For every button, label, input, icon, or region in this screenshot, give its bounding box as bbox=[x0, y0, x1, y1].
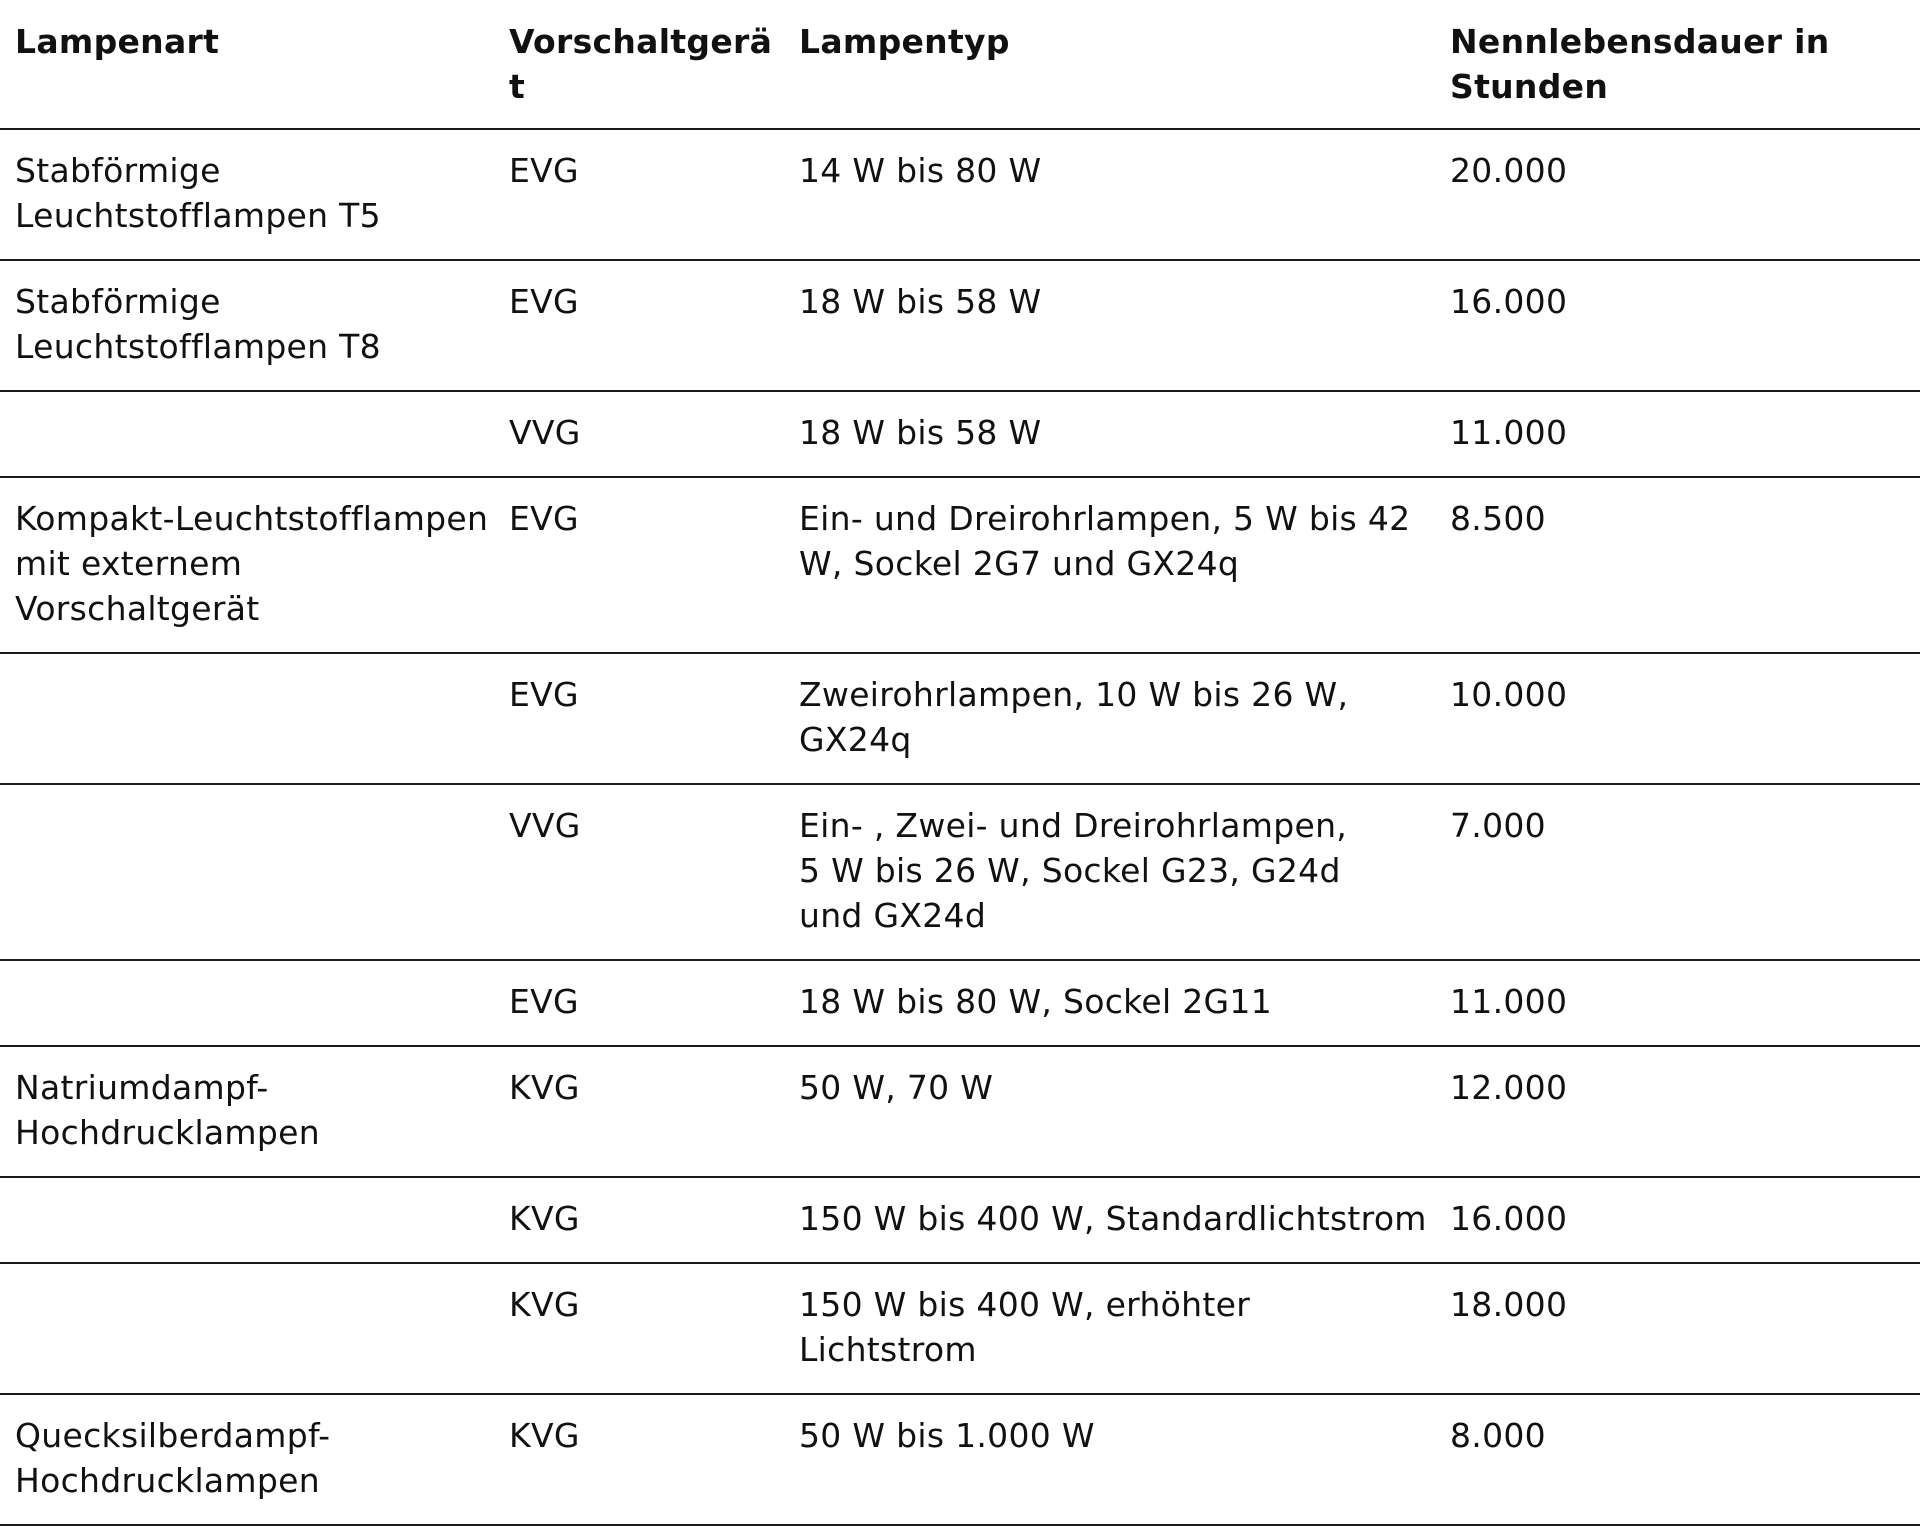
cell-vorschaltgeraet: KVG bbox=[497, 1177, 785, 1263]
cell-vorschaltgeraet: EVG bbox=[497, 260, 785, 391]
cell-vorschaltgeraet: KVG bbox=[497, 1046, 785, 1177]
table-row bbox=[0, 1177, 1920, 1263]
cell-nennlebensdauer: 10.000 bbox=[1435, 653, 1920, 784]
cell-lampenart: Quecksilberdampf-Hochdrucklampen bbox=[0, 1394, 497, 1525]
lampentyp-line: 18 W bis 58 W bbox=[799, 413, 1042, 452]
lampentyp-line: 18 W bis 80 W, Sockel 2G11 bbox=[799, 982, 1273, 1021]
cell-lampentyp bbox=[785, 1263, 1435, 1394]
cell-lampenart bbox=[0, 960, 497, 1046]
cell-nennlebensdauer: 11.000 bbox=[1435, 391, 1920, 477]
cell-lampenart: Stabförmige Leuchtstofflampen T8 bbox=[0, 260, 497, 391]
cell-vorschaltgeraet: EVG bbox=[497, 960, 785, 1046]
cell-lampentyp bbox=[785, 129, 1435, 260]
cell-vorschaltgeraet: EVG bbox=[497, 653, 785, 784]
cell-lampentyp bbox=[785, 1046, 1435, 1177]
cell-lampentyp bbox=[785, 960, 1435, 1046]
header-lampentyp: Lampentyp bbox=[785, 0, 1435, 129]
cell-lampentyp bbox=[785, 1177, 1435, 1263]
cell-lampenart: Stabförmige Leuchtstofflampen T5 bbox=[0, 129, 497, 260]
cell-lampenart bbox=[0, 653, 497, 784]
cell-lampentyp bbox=[785, 391, 1435, 477]
cell-nennlebensdauer: 8.000 bbox=[1435, 1394, 1920, 1525]
lampentyp-line: Ein- und Dreirohrlampen, 5 W bis 42 W, Sockel 2G7 und GX24q bbox=[799, 499, 1411, 583]
lampentyp-line: Zweirohrlampen, 10 W bis 26 W, GX24q bbox=[799, 675, 1349, 759]
header-vorschaltgeraet: Vorschaltgerät bbox=[497, 0, 785, 129]
cell-nennlebensdauer: 16.000 bbox=[1435, 260, 1920, 391]
cell-nennlebensdauer: 11.000 bbox=[1435, 960, 1920, 1046]
cell-nennlebensdauer: 16.000 bbox=[1435, 1177, 1920, 1263]
header-nennlebensdauer: Nennlebensdauer in Stunden bbox=[1435, 0, 1920, 129]
cell-vorschaltgeraet: EVG bbox=[497, 477, 785, 653]
lampentyp-line: 5 W bis 26 W, Sockel G23, G24d bbox=[799, 851, 1341, 890]
cell-lampenart: Natriumdampf-Hochdrucklampen bbox=[0, 1046, 497, 1177]
lampentyp-line: 18 W bis 58 W bbox=[799, 282, 1042, 321]
cell-vorschaltgeraet: KVG bbox=[497, 1263, 785, 1394]
cell-lampentyp bbox=[785, 784, 1435, 960]
table-row bbox=[0, 1263, 1920, 1394]
table-row bbox=[0, 477, 1920, 653]
cell-lampenart bbox=[0, 784, 497, 960]
lampentyp-line: 50 W, 70 W bbox=[799, 1068, 994, 1107]
lampentyp-line: und GX24d bbox=[799, 896, 987, 935]
table-row bbox=[0, 653, 1920, 784]
cell-lampenart bbox=[0, 1177, 497, 1263]
cell-nennlebensdauer: 8.500 bbox=[1435, 477, 1920, 653]
table-row bbox=[0, 260, 1920, 391]
cell-nennlebensdauer: 7.000 bbox=[1435, 784, 1920, 960]
lampentyp-line: 150 W bis 400 W, Standardlichtstrom bbox=[799, 1199, 1427, 1238]
cell-lampentyp bbox=[785, 477, 1435, 653]
cell-lampentyp bbox=[785, 653, 1435, 784]
table-row bbox=[0, 391, 1920, 477]
cell-vorschaltgeraet: VVG bbox=[497, 391, 785, 477]
table-header bbox=[0, 0, 1920, 129]
table-row bbox=[0, 1046, 1920, 1177]
lampentyp-line: 50 W bis 1.000 W bbox=[799, 1416, 1095, 1455]
lampentyp-line: 14 W bis 80 W bbox=[799, 151, 1042, 190]
cell-vorschaltgeraet: VVG bbox=[497, 784, 785, 960]
lampentyp-line: Ein- , Zwei- und Dreirohrlampen, bbox=[799, 806, 1348, 845]
cell-vorschaltgeraet: EVG bbox=[497, 129, 785, 260]
cell-nennlebensdauer: 18.000 bbox=[1435, 1263, 1920, 1394]
table-row bbox=[0, 1394, 1920, 1525]
table-row bbox=[0, 784, 1920, 960]
cell-lampentyp bbox=[785, 1394, 1435, 1525]
header-row bbox=[0, 0, 1920, 129]
cell-lampenart bbox=[0, 1263, 497, 1394]
cell-nennlebensdauer: 20.000 bbox=[1435, 129, 1920, 260]
cell-vorschaltgeraet: KVG bbox=[497, 1394, 785, 1525]
cell-lampenart: Kompakt-Leuchtstofflampen mit externem Vorschaltgerät bbox=[0, 477, 497, 653]
table-row bbox=[0, 129, 1920, 260]
cell-nennlebensdauer: 12.000 bbox=[1435, 1046, 1920, 1177]
table-body bbox=[0, 129, 1920, 1525]
cell-lampenart bbox=[0, 391, 497, 477]
table-row bbox=[0, 960, 1920, 1046]
header-lampenart: Lampenart bbox=[0, 0, 497, 129]
cell-lampentyp bbox=[785, 260, 1435, 391]
lampentyp-line: 150 W bis 400 W, erhöhter Lichtstrom bbox=[799, 1285, 1251, 1369]
